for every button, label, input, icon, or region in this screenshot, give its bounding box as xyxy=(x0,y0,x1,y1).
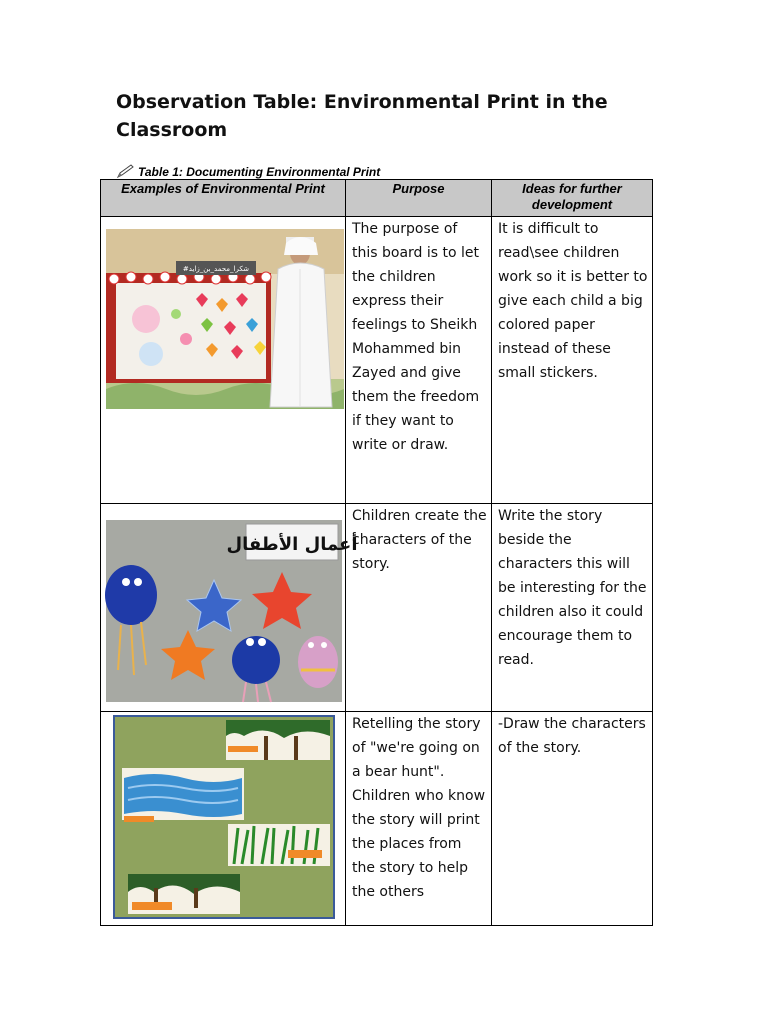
story-characters-photo xyxy=(106,520,358,702)
ideas-cell: It is difficult to read\see children work so it is better to give each child a big colored paper instead of these small stickers. xyxy=(492,217,653,504)
page-title: Observation Table: Environmental Print in the Classroom xyxy=(116,91,608,141)
header-ideas: Ideas for further development xyxy=(492,180,653,217)
table-row xyxy=(101,504,653,712)
purpose-cell: Retelling the story of "we're going on a bear hunt". Children who know the story will print the places from the story to help the others xyxy=(346,712,492,926)
board-banner-text: #شكرا_محمد_بن_زايد xyxy=(182,265,250,273)
table-caption xyxy=(116,161,380,179)
example-cell xyxy=(101,504,358,712)
table-header-row xyxy=(101,180,653,217)
header-purpose: Purpose xyxy=(346,180,492,217)
table-caption-text: Table 1: Documenting Environmental Print xyxy=(138,165,381,179)
ideas-cell: Write the story beside the characters this will be interesting for the children also it could encourage them to read. xyxy=(492,504,653,712)
bear-hunt-photo xyxy=(114,716,334,918)
purpose-cell: Children create the characters of the story. xyxy=(346,504,492,712)
purpose-cell: The purpose of this board is to let the children express their feelings to Sheikh Mohammed bin Zayed and give them the freedom if they want to write or draw. xyxy=(346,217,492,504)
children-work-sign-text: أعمال الأطفال xyxy=(226,534,358,555)
birthday-board-photo xyxy=(106,229,344,409)
ideas-cell: -Draw the characters of the story. xyxy=(492,712,653,926)
example-cell xyxy=(101,712,346,926)
example-cell xyxy=(101,217,346,504)
observation-table xyxy=(100,179,653,926)
pencil-icon xyxy=(116,163,136,179)
header-examples: Examples of Environmental Print xyxy=(101,180,346,217)
table-row xyxy=(101,712,653,926)
table-row xyxy=(101,217,653,504)
